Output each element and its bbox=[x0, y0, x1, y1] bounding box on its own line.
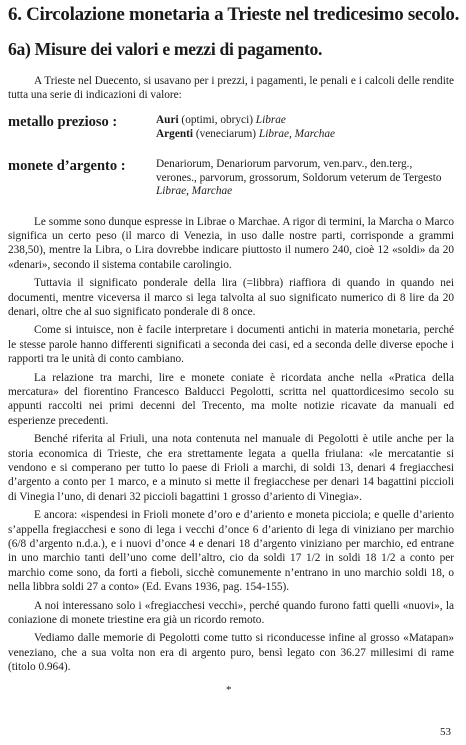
auri-line bbox=[156, 114, 454, 128]
paragraph: A noi interessano solo i «fregiacchesi vecchi», perché quando furono fatti quelli «nuovi», la coniazione di monete triestine era già un ricordo remoto. bbox=[8, 599, 454, 627]
monete-unit: Librae, Marchae bbox=[156, 185, 233, 197]
chapter-heading: 6. Circolazione monetaria a Trieste nel tredicesimo secolo. bbox=[8, 4, 460, 25]
term-monete-argento: monete d’argento : bbox=[8, 158, 126, 174]
paragraph: Come si intuisce, non è facile interpretare i documenti antichi in materia monetaria, perché le stesse parole hanno differenti significati a seconda dei casi, ed a seconda delle diverse epoche i rapporti tra le unità di conto cambiano. bbox=[8, 324, 454, 366]
monete-argento-row bbox=[8, 158, 454, 199]
page-number: 53 bbox=[440, 726, 451, 738]
paragraph: E ancora: «ispendesi in Frioli monete d’oro e d’ariento e moneta picciola; e quelle d’ariento s’appella fregiacchesi e sono di lega i vecchi d’once 6 d’ariento di lega di viniziano per marchio (6/8 d’argento n.d.a.), e i nuovi d’once 4 e denari 18 d’argento viniziano per marchio, ed entrane in uno marchio tanti dell’uno come dell’altro, cio da soldi 17 1/2 in soldi 18 1/2 a conto per marchio come sono, da forti a fieboli, sicchè comunemente n’entrano in uno marchio soldi 18, o nella libbra soldi 27 a conto» (Ed. Evans 1936, pag. 154-155). bbox=[8, 509, 454, 594]
monete-list: Denariorum, Denariorum parvorum, ven.parv., den.terg., verones., parvorum, grossorum, Soldorum veterum de Tergesto bbox=[156, 158, 442, 184]
paragraph: Tuttavia il significato ponderale della lira (=libbra) riaffiora di quando in quando nei documenti, mentre viceversa il marco si lega talvolta al suo significato numerico di 8 lire da 20 denari, oltre che al suo significato ponderale di 8 once. bbox=[8, 277, 454, 318]
metallo-definitions bbox=[156, 114, 454, 141]
monete-definitions bbox=[156, 158, 454, 199]
argenti-word: Argenti bbox=[156, 127, 194, 140]
section-separator: * bbox=[226, 684, 232, 696]
metallo-prezioso-row bbox=[8, 114, 454, 141]
paragraph: Le somme sono dunque espresse in Librae o Marchae. A rigor di termini, la Marcha o Marco significa un certo peso (il marco di Venezia, in uso dalle nostre parti, corrisponde a grammi 238,50), mentre la Libra, o Lira dovrebbe indicare piuttosto il numero 240, cioè 12 «soldi» da 20 «denari», secondo il sistema contabile carolingio. bbox=[8, 215, 454, 271]
argenti-line bbox=[156, 128, 454, 142]
auri-detail: (optimi, obryci) bbox=[178, 114, 256, 126]
term-metallo-prezioso: metallo prezioso : bbox=[8, 114, 118, 130]
intro-paragraph: A Trieste nel Duecento, si usavano per i prezzi, i pagamenti, le penali e i calcoli delle rendite tutta una serie di indicazioni di valore: bbox=[8, 75, 454, 101]
paragraph: La relazione tra marchi, lire e monete coniate è ricordata anche nella «Pratica della mercatura» del fiorentino Francesco Balducci Pegolotti, scritta nel quattordicesimo secolo su appunti raccolti nei primi decenni del Trecento, ma molte notizie ricavate da manuali ed esperienze precedenti. bbox=[8, 371, 454, 427]
argenti-unit: Librae, Marchae bbox=[258, 127, 336, 140]
body-text bbox=[8, 215, 454, 675]
document-page bbox=[8, 4, 460, 679]
section-heading: 6a) Misure dei valori e mezzi di pagamento. bbox=[8, 39, 323, 59]
paragraph: Vediamo dalle memorie di Pegolotti come tutto si riconducesse infine al grosso «Matapan» veneziano, che a sua volta non era di argento puro, bensì legato con 36.27 millesimi di rame (titolo 0.964). bbox=[8, 632, 454, 674]
paragraph: Benché riferita al Friuli, una nota contenuta nel manuale di Pegolotti è utile anche per la storia economica di Trieste, che era strettamente legata a quella friulana: «le mercatantie si vendono e si comperano per tutto lo paese di Frioli a marchi, di soldi 13, denari 4 fregiacchesi d’argento a conto per 1 marco, e a minuto si mette il fregiacchese per denari 14 bagattini piccioli di Vinegia l’uno, di denari 32 piccioli bagattini 1 grosso d’ariento di Vinegia». bbox=[8, 433, 454, 503]
argenti-detail: (veneciarum) bbox=[193, 127, 259, 140]
auri-word: Auri bbox=[156, 114, 179, 126]
auri-unit: Librae bbox=[255, 114, 286, 126]
